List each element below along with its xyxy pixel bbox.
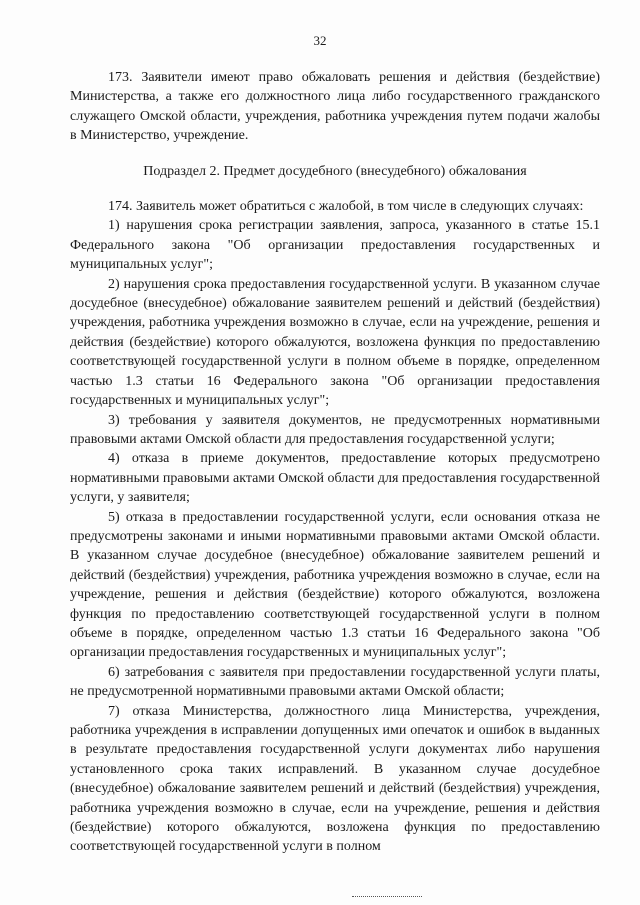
list-item-4: 4) отказа в приеме документов, предоставление которых предусмотрено нормативными правовыми актами Омской области для предоставления государственной услуги, у заявителя; (70, 451, 600, 506)
scan-footer-mark (352, 896, 422, 899)
list-item-5: 5) отказа в предоставлении государственной услуги, если основания отказа не предусмотрены законами и иными нормативными правовыми актами Омской области. В указанном случае досудебное (внесудебное) обжалование заявителем решений и действий (бездействия) учреждения, работника учреждения возможно в случае, если на учреждение, решения и действия (бездействие) которого обжалуются, возложена функция по предоставлению соответствующей государственной услуги в полном объеме в порядке, определенном частью 1.3 статьи 16 Федерального закона "Об организации предоставления государственных и муниципальных услуг"; (70, 509, 600, 661)
list-item-6: 6) затребования с заявителя при предоставлении государственной услуги платы, не предусмотренной нормативными правовыми актами Омской области; (70, 664, 600, 700)
list-item-3: 3) требования у заявителя документов, не предусмотренных нормативными правовыми актами Омской области для предоставления государственной услуги; (70, 412, 600, 447)
paragraph-173: 173. Заявители имеют право обжаловать решения и действия (бездействие) Министерства, а также его должностного лица либо государственного гражданского служащего Омской области, учреждения, работника учреждения путем подачи жалобы в Министерство, учреждение. (70, 70, 600, 144)
page-content (70, 68, 600, 857)
paragraph-174-intro: 174. Заявитель может обратиться с жалобой, в том числе в следующих случаях: (108, 199, 584, 215)
list-item-1: 1) нарушения срока регистрации заявления, запроса, указанного в статье 15.1 Федерального закона "Об организации предоставления государственных и муниципальных услуг"; (70, 218, 600, 273)
subsection-title: Подраздел 2. Предмет досудебного (внесудебного) обжалования (143, 163, 527, 179)
list-item-2: 2) нарушения срока предоставления государственной услуги. В указанном случае досудебное (внесудебное) обжалование заявителем решений и действий (бездействия) учреждения, работника учреждения возможно в случае, если на учреждение, решения и действия (бездействие) которого обжалуются, возложена функция по предоставлению соответствующей государственной услуги в полном объеме в порядке, определенном частью 1.3 статьи 16 Федерального закона "Об организации предоставления государственных и муниципальных услуг"; (70, 276, 600, 409)
list-item-7: 7) отказа Министерства, должностного лица Министерства, учреждения, работника учреждения в исправлении допущенных ими опечаток и ошибок в выданных в результате предоставления государственной услуги документах либо нарушения установленного срока таких исправлений. В указанном случае досудебное (внесудебное) обжалование заявителем решений и действий (бездействия) учреждения, работника учреждения возможно в случае, если на учреждение, решения и действия (бездействие) которого обжалуются, возложена функция по предоставлению соответствующей государственной услуги в полном (70, 703, 600, 855)
page-number: 32 (313, 33, 327, 48)
